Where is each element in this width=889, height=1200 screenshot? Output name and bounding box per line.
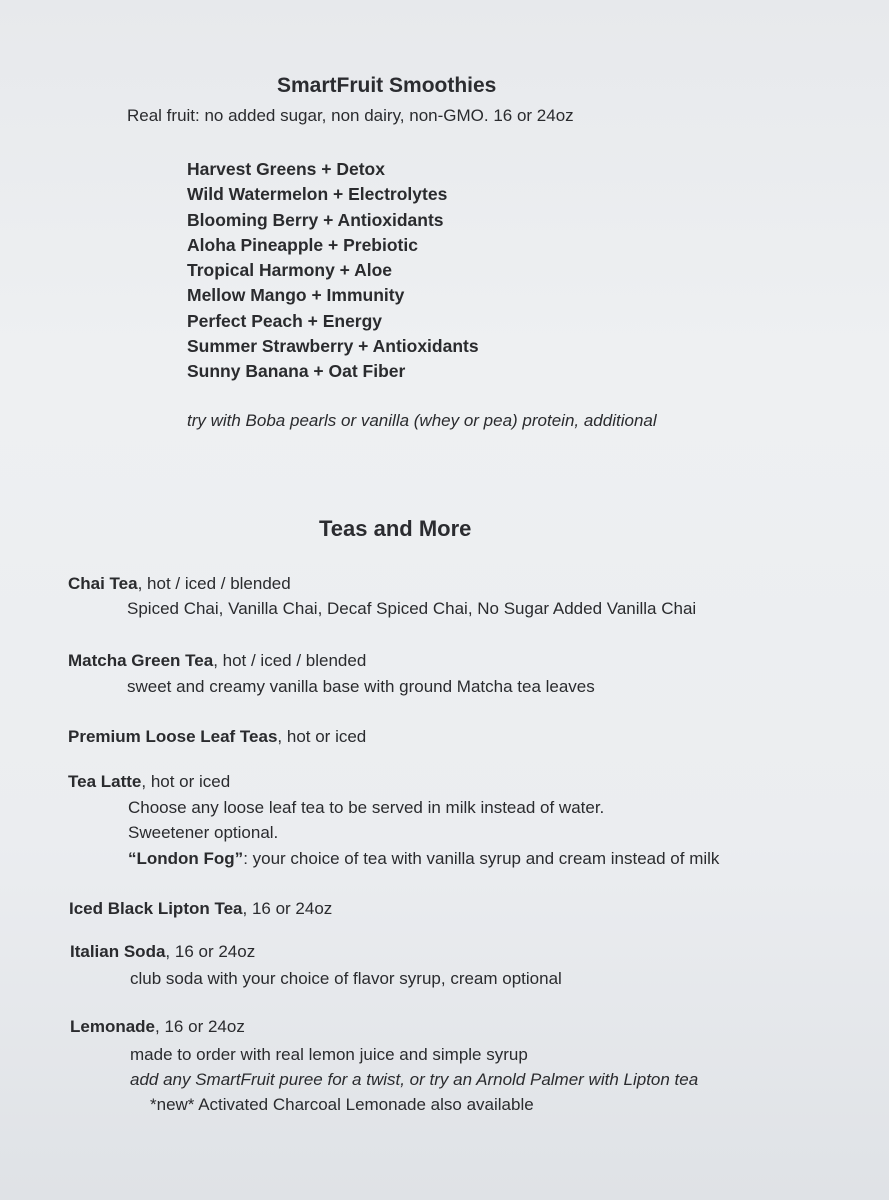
- list-item: Sunny Banana + Oat Fiber: [187, 361, 406, 382]
- london-fog-description: : your choice of tea with vanilla syrup and cream instead of milk: [243, 849, 720, 868]
- italian-soda-heading: [70, 942, 255, 962]
- italian-soda-options: , 16 or 24oz: [165, 942, 256, 961]
- loose-leaf-options: , hot or iced: [277, 727, 367, 746]
- matcha-options: , hot / iced / blended: [213, 651, 367, 670]
- list-item: Perfect Peach + Energy: [187, 310, 383, 331]
- list-item: Aloha Pineapple + Prebiotic: [187, 234, 418, 255]
- list-item: Blooming Berry + Antioxidants: [187, 209, 444, 230]
- iced-lipton-heading: [69, 899, 332, 919]
- tea-latte-options: , hot or iced: [141, 772, 231, 791]
- matcha-description: sweet and creamy vanilla base with ground Matcha tea leaves: [127, 677, 595, 696]
- lemonade-description-3: *new* Activated Charcoal Lemonade also available: [150, 1095, 534, 1114]
- iced-lipton-options: , 16 or 24oz: [242, 899, 333, 918]
- iced-lipton-name: Iced Black Lipton Tea: [69, 899, 243, 918]
- italian-soda-name: Italian Soda: [70, 942, 166, 961]
- london-fog-name: “London Fog”: [128, 849, 244, 868]
- tea-latte-description-2: Sweetener optional.: [128, 823, 279, 842]
- lemonade-options: , 16 or 24oz: [155, 1017, 245, 1036]
- teas-title: Teas and More: [319, 516, 472, 541]
- london-fog-line: [128, 849, 719, 869]
- matcha-name: Matcha Green Tea: [68, 651, 214, 670]
- chai-name: Chai Tea: [68, 574, 138, 593]
- matcha-heading: [68, 651, 366, 671]
- smoothies-title: SmartFruit Smoothies: [277, 74, 497, 97]
- chai-description: Spiced Chai, Vanilla Chai, Decaf Spiced Chai, No Sugar Added Vanilla Chai: [127, 599, 697, 618]
- list-item: Tropical Harmony + Aloe: [187, 260, 393, 281]
- list-item: Harvest Greens + Detox: [187, 159, 385, 179]
- lemonade-name: Lemonade: [70, 1017, 156, 1036]
- loose-leaf-name: Premium Loose Leaf Teas: [68, 727, 278, 746]
- chai-heading: [68, 574, 291, 594]
- smoothie-addon-note: try with Boba pearls or vanilla (whey or pea) protein, additional: [187, 411, 657, 430]
- lemonade-description-2: add any SmartFruit puree for a twist, or try an Arnold Palmer with Lipton tea: [130, 1070, 699, 1089]
- list-item: Mellow Mango + Immunity: [187, 285, 405, 306]
- smoothie-flavor-list: [187, 157, 479, 385]
- tea-latte-name: Tea Latte: [68, 772, 142, 791]
- tea-latte-description-1: Choose any loose leaf tea to be served in milk instead of water.: [128, 798, 605, 817]
- tea-latte-heading: [68, 772, 230, 792]
- chai-options: , hot / iced / blended: [137, 574, 291, 593]
- smoothies-subtitle: Real fruit: no added sugar, non dairy, non-GMO. 16 or 24oz: [127, 106, 574, 125]
- italian-soda-description: club soda with your choice of flavor syrup, cream optional: [130, 969, 562, 988]
- loose-leaf-heading: [68, 727, 366, 747]
- lemonade-heading: [70, 1017, 245, 1037]
- lemonade-description-1: made to order with real lemon juice and simple syrup: [130, 1045, 528, 1064]
- list-item: Summer Strawberry + Antioxidants: [187, 336, 479, 357]
- list-item: Wild Watermelon + Electrolytes: [187, 184, 448, 205]
